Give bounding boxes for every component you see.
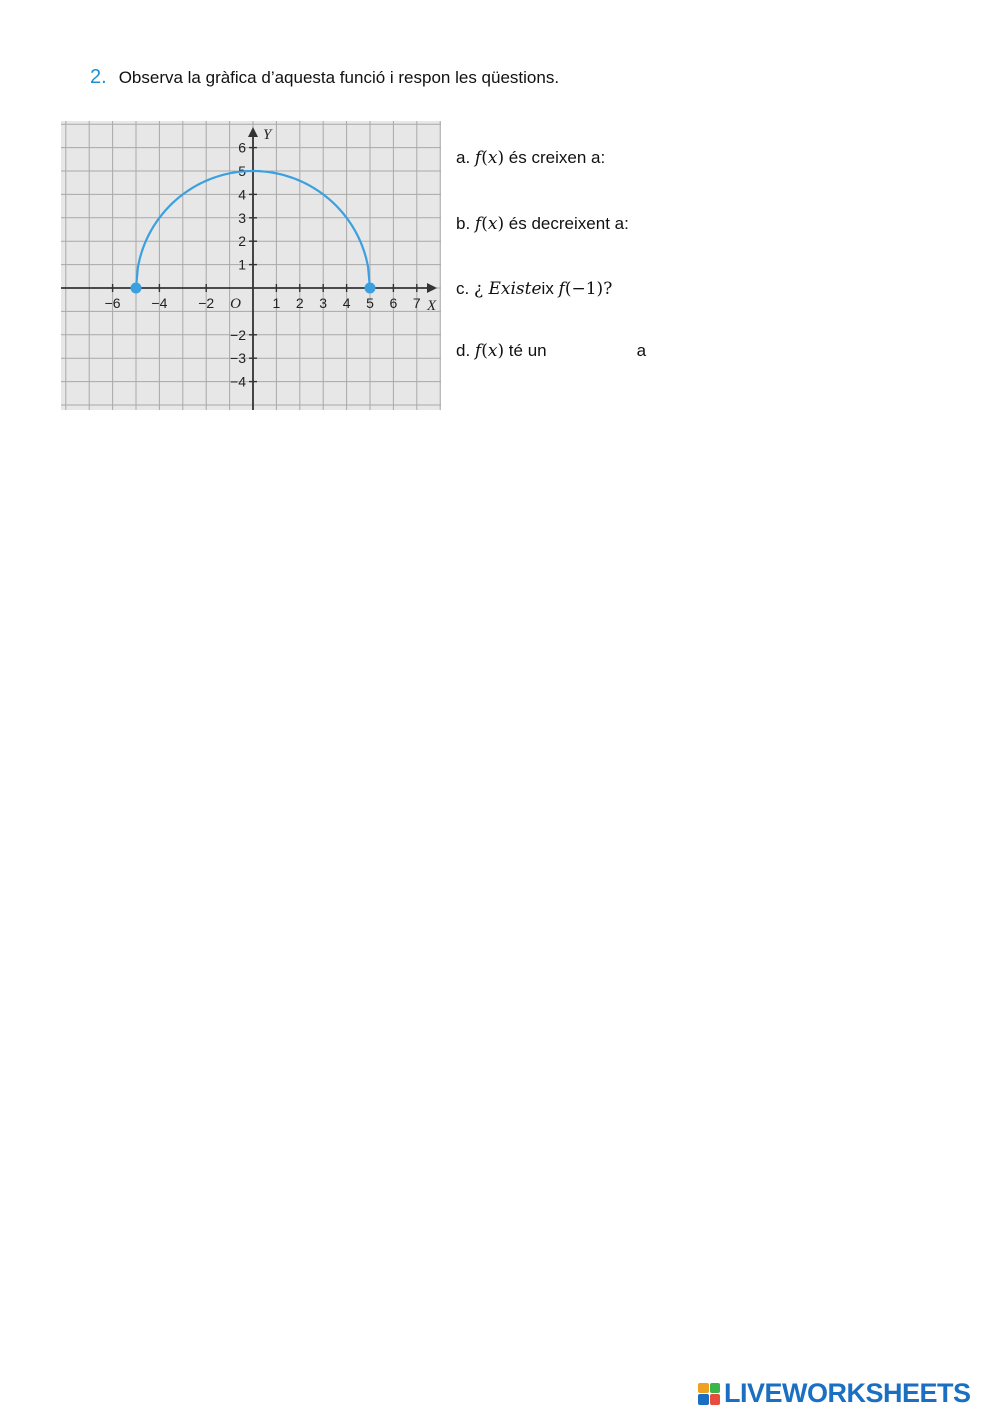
- y-tick-label: −3: [230, 350, 246, 367]
- logo-square-4: [710, 1394, 721, 1405]
- y-tick-label: 4: [238, 186, 246, 203]
- logo-square-1: [698, 1383, 709, 1394]
- item-a-prefix: a.: [456, 148, 475, 167]
- curve-endpoint: [365, 283, 376, 294]
- item-d-text: té un: [504, 341, 547, 360]
- question-number: 2.: [90, 66, 107, 88]
- y-tick-label: −4: [230, 373, 246, 390]
- y-axis-name: Y: [263, 127, 272, 143]
- item-c-ix: ix: [541, 279, 559, 298]
- x-tick-label: −2: [198, 295, 215, 311]
- logo-square-2: [710, 1383, 721, 1394]
- x-tick-label: 7: [412, 295, 421, 311]
- item-c-prefix: c.: [456, 279, 474, 298]
- item-b-math: f(x): [474, 214, 505, 234]
- liveworksheets-brand: [698, 1378, 971, 1409]
- item-c-f-of-minus-one: f(−1)?: [558, 279, 613, 299]
- x-axis-name: X: [427, 298, 437, 314]
- item-a: [456, 148, 605, 168]
- y-tick-label: 6: [238, 139, 246, 156]
- x-tick-label: 6: [389, 295, 398, 311]
- x-tick-label: 2: [295, 295, 304, 311]
- item-b: [456, 214, 629, 234]
- item-c: [456, 279, 612, 299]
- x-tick-label: 3: [319, 295, 328, 311]
- graph-background: [61, 121, 441, 410]
- item-d: [456, 341, 646, 361]
- item-b-text: és decreixent a:: [504, 214, 629, 233]
- item-d-math: f(x): [474, 341, 505, 361]
- item-d-prefix: d.: [456, 341, 475, 360]
- function-graph: [61, 121, 441, 410]
- y-tick-label: 2: [238, 233, 246, 250]
- item-a-text: és creixen a:: [504, 148, 606, 167]
- x-tick-label: −6: [104, 295, 121, 311]
- item-c-math: ¿ Existe: [473, 279, 542, 299]
- curve-endpoint: [131, 283, 142, 294]
- liveworksheets-logo-icon: [698, 1383, 720, 1405]
- x-tick-label: 4: [342, 295, 351, 311]
- y-tick-label: −2: [230, 326, 246, 343]
- graph-svg: [61, 121, 441, 410]
- logo-square-3: [698, 1394, 709, 1405]
- y-tick-label: 3: [238, 209, 246, 226]
- x-tick-label: −4: [151, 295, 168, 311]
- item-b-prefix: b.: [456, 214, 475, 233]
- brand-name: LIVEWORKSHEETS: [724, 1378, 971, 1408]
- item-a-math: f(x): [474, 148, 505, 168]
- y-tick-label: 5: [238, 163, 246, 179]
- question-header: [90, 66, 559, 89]
- question-text: Observa la gràfica d’aquesta funció i respon les qüestions.: [118, 68, 560, 87]
- x-tick-label: 1: [272, 295, 281, 311]
- item-d-tail: a: [636, 341, 647, 360]
- origin-label: O: [230, 296, 241, 312]
- x-tick-label: 5: [366, 295, 374, 311]
- y-tick-label: 1: [238, 256, 246, 273]
